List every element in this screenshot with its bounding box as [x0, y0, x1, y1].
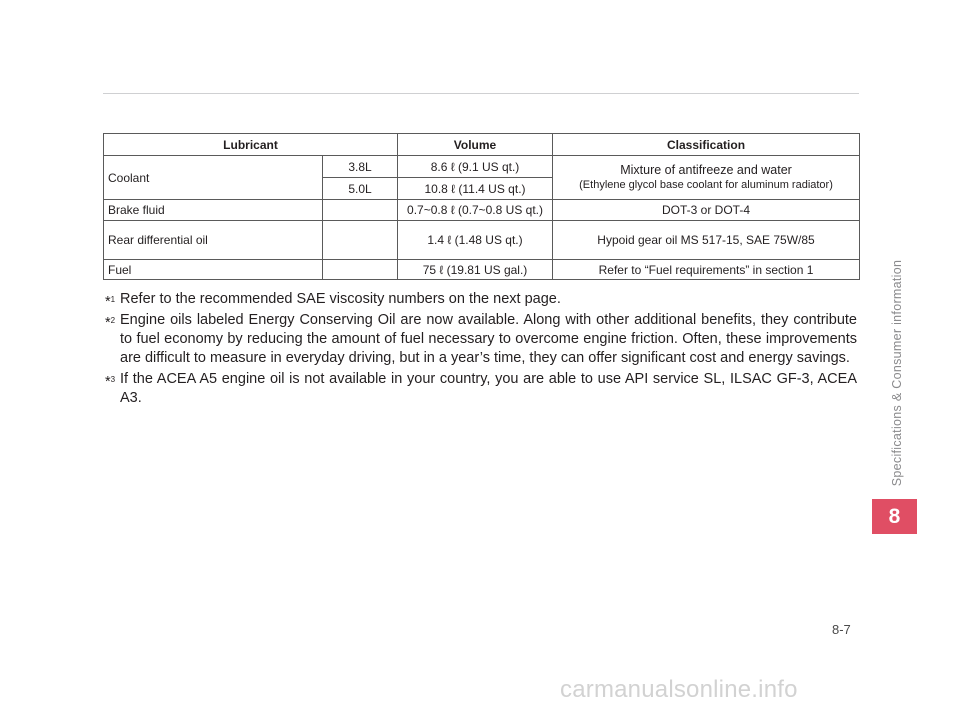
footnote-marker: *$^2$: [105, 315, 116, 331]
coolant-volume-2: 10.8 ℓ (11.4 US qt.): [398, 178, 553, 200]
table-header-row: [104, 134, 860, 156]
coolant-engine-1: 3.8L: [323, 156, 398, 178]
footnote-text: Engine oils labeled Energy Conserving Oil are now available. Along with other additional benefits, they contribute to fuel economy by reducing the amount of fuel necessary to overcome engine friction. Often, these improvements are difficult to measure in everyday driving, but in a year’s time, they can offer significant cost and energy savings.: [120, 312, 857, 366]
rear-diff-classification: Hypoid gear oil MS 517-15, SAE 75W/85: [553, 221, 860, 260]
coolant-classification-sub: (Ethylene glycol base coolant for aluminum radiator): [579, 179, 833, 191]
fuel-classification: Refer to “Fuel requirements” in section 1: [553, 260, 860, 280]
coolant-label: Coolant: [104, 156, 323, 200]
table-row: [104, 156, 860, 178]
header-volume: Volume: [398, 134, 553, 156]
top-divider: [103, 93, 859, 94]
section-title-vertical: Specifications & Consumer information: [890, 259, 904, 487]
header-classification: Classification: [553, 134, 860, 156]
header-lubricant: Lubricant: [104, 134, 398, 156]
page-number: 8-7: [832, 622, 851, 637]
coolant-volume-1: 8.6 ℓ (9.1 US qt.): [398, 156, 553, 178]
watermark: carmanualsonline.info: [560, 676, 798, 703]
footnotes: [105, 290, 857, 410]
rear-diff-volume: 1.4 ℓ (1.48 US qt.): [398, 221, 553, 260]
footnote-text: If the ACEA A5 engine oil is not available in your country, you are able to use API service SL, ILSAC GF-3, ACEA A3.: [120, 371, 857, 406]
coolant-classification: [553, 156, 860, 200]
brake-fluid-volume: 0.7~0.8 ℓ (0.7~0.8 US qt.): [398, 200, 553, 221]
table-row: [104, 200, 860, 221]
coolant-engine-2: 5.0L: [323, 178, 398, 200]
table-row: [104, 260, 860, 280]
chapter-tab: 8: [872, 499, 917, 534]
fuel-label: Fuel: [104, 260, 323, 280]
coolant-classification-main: Mixture of antifreeze and water: [620, 163, 792, 177]
lubricant-spec-table: [103, 133, 860, 280]
rear-diff-label: Rear differential oil: [104, 221, 323, 260]
footnote-1: [105, 290, 857, 309]
footnote-marker: *$^3$: [105, 374, 116, 390]
footnote-2: [105, 311, 857, 368]
fuel-volume: 75 ℓ (19.81 US gal.): [398, 260, 553, 280]
brake-fluid-classification: DOT-3 or DOT-4: [553, 200, 860, 221]
footnote-text: Refer to the recommended SAE viscosity numbers on the next page.: [120, 291, 561, 307]
footnote-3: [105, 370, 857, 408]
footnote-marker: *$^1$: [105, 294, 116, 310]
brake-fluid-label: Brake fluid: [104, 200, 323, 221]
table-row: [104, 221, 860, 260]
